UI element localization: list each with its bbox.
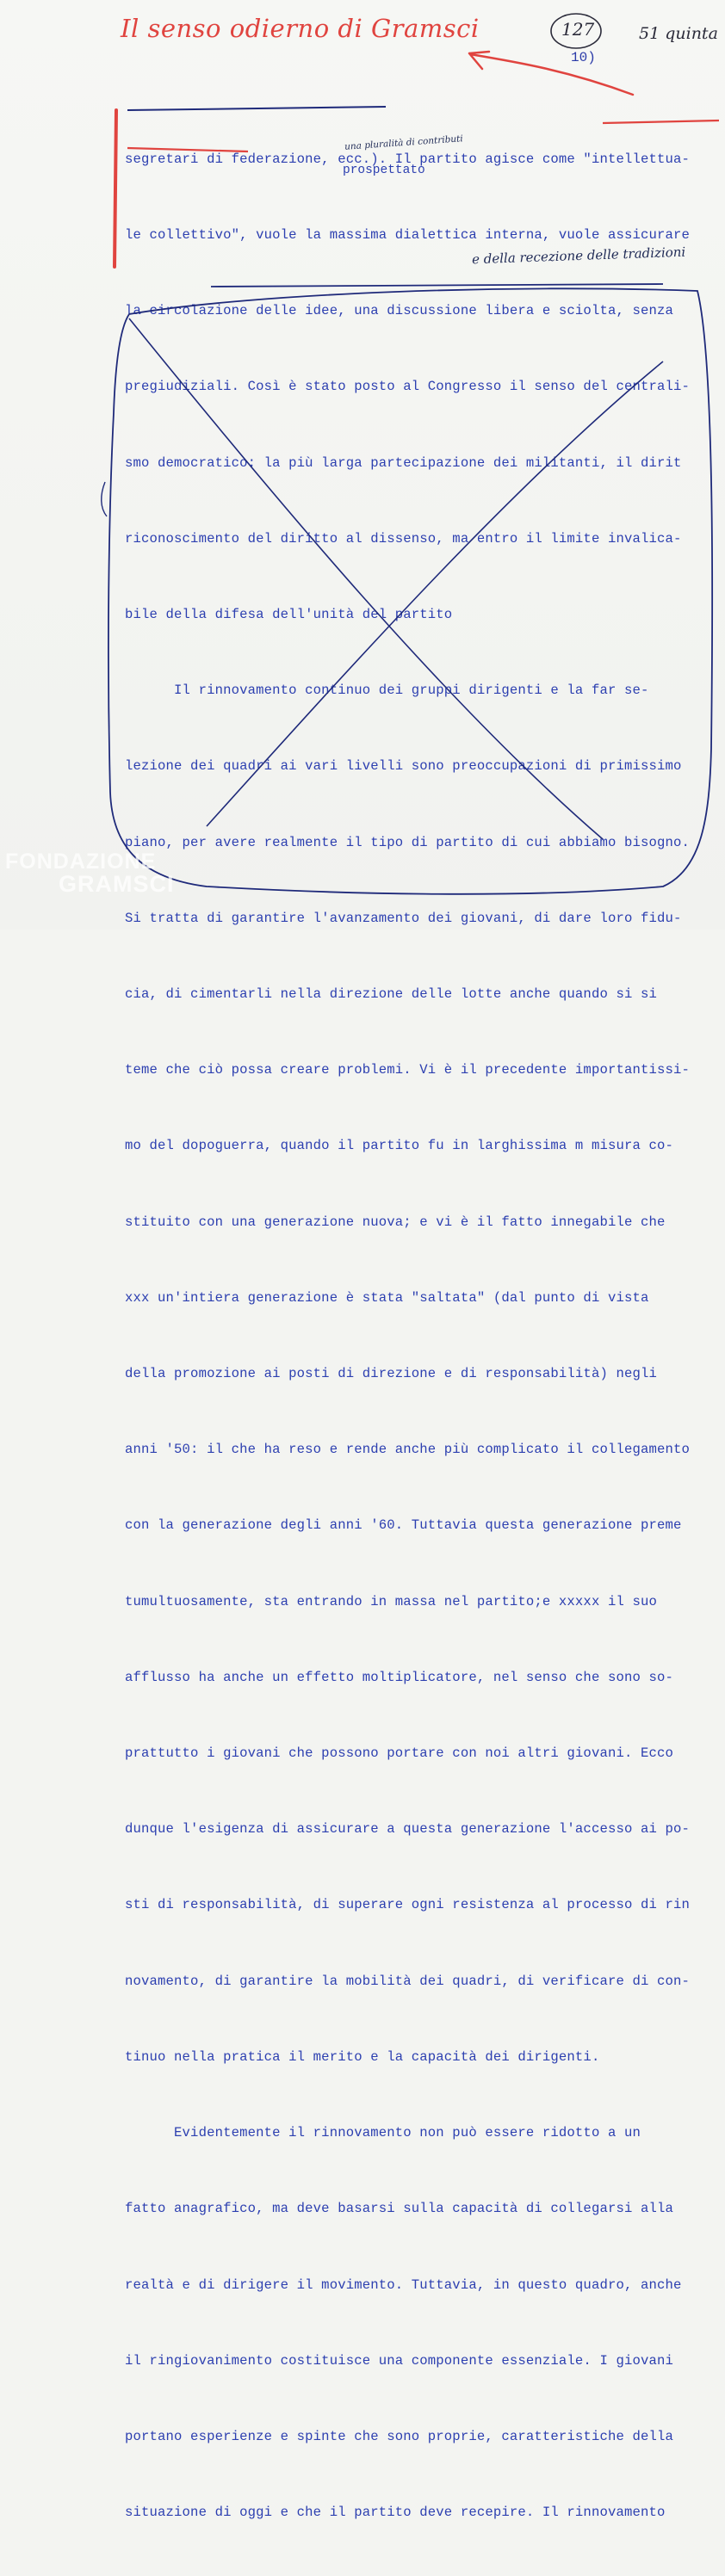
text-line: bile della difesa dell'unità del partito: [125, 607, 453, 623]
text-line: situazione di oggi e che il partito deve recepire. Il rinnovamento: [125, 2505, 666, 2521]
watermark-line-1: FONDAZIONE: [5, 849, 157, 874]
text-line: piano, per avere realmente il tipo di partito di cui abbiamo bisogno.: [125, 834, 691, 850]
text-line: la circolazione delle idee, una discussione libera e sciolta, senza: [125, 303, 674, 319]
strike-rinnovamento: [211, 284, 663, 287]
strike-first-line: [127, 107, 386, 110]
text-line: portano esperienze e spinte che sono proprie, caratteristiche della: [125, 2428, 674, 2444]
handwritten-markings: [0, 0, 725, 930]
text-line: riconoscimento del diritto al dissenso, ma entro il limite invalica-: [125, 530, 682, 547]
watermark-line-2: GRAMSCI: [59, 871, 175, 897]
red-underline-1: [603, 120, 719, 123]
text-line: sti di responsabilità, di superare ogni resistenza al processo di rin: [125, 1897, 691, 1913]
red-underline-2: [127, 148, 248, 151]
text-line: Si tratta di garantire l'avanzamento dei giovani, di dare loro fidu-: [125, 910, 682, 926]
text-line: Il rinnovamento continuo dei gruppi dirigenti e la far se-: [125, 683, 649, 699]
interline-handwritten-note: una pluralità di contributi: [344, 133, 464, 152]
cross-stroke-1: [129, 318, 603, 839]
number-circle: [551, 14, 601, 48]
text-line: le collettivo", vuole la massima dialettica interna, vuole assicurare: [125, 227, 691, 244]
circled-page-number: 127: [561, 19, 595, 40]
left-margin-bracket: [102, 482, 107, 516]
text-line: fatto anagrafico, ma deve basarsi sulla capacità di collegarsi alla: [125, 2201, 674, 2217]
text-line: pregiudiziali. Così è stato posto al Congresso il senso del centrali-: [125, 379, 691, 395]
text-line: stituito con una generazione nuova; e vi è il fatto innegabile che: [125, 1214, 666, 1230]
large-loop-enclosure: [108, 288, 712, 894]
text-line: cia, di cimentarli nella direzione delle lotte anche quando si si: [125, 986, 658, 1003]
text-line: segretari di federazione, ecc.). Il partito agisce come "intellettua-: [125, 151, 691, 167]
text-line: lezione dei quadri ai vari livelli sono preoccupazioni di primissimo: [125, 758, 682, 775]
text-line: prattutto i giovani che possono portare con noi altri giovani. Ecco: [125, 1745, 674, 1762]
red-margin-bar: [115, 110, 116, 267]
text-line: mo del dopoguerra, quando il partito fu in larghissima m misura co-: [125, 1138, 674, 1154]
red-arrow: [469, 52, 633, 95]
text-line: della promozione ai posti di direzione e di responsabilità) negli: [125, 1366, 658, 1382]
text-line: smo democratico: la più larga partecipazione dei militanti, il dirit: [125, 454, 682, 471]
margin-handwritten-addition: e della recezione delle tradizioni: [471, 244, 686, 268]
text-line: realtà e di dirigere il movimento. Tuttavia, in questo quadro, anche: [125, 2276, 682, 2293]
text-line: il ringiovanimento costituisce una componente essenziale. I giovani: [125, 2352, 674, 2369]
typed-page-number: 10): [571, 50, 596, 65]
fondazione-gramsci-watermark: [5, 850, 175, 895]
corner-note: 51 quinta: [639, 24, 718, 43]
inserted-word: prospettato: [343, 164, 425, 177]
text-line: dunque l'esigenza di assicurare a questa generazione l'accesso ai po-: [125, 1821, 691, 1838]
text-line: novamento, di garantire la mobilità dei quadri, di verificare di con-: [125, 1973, 691, 1989]
text-line: con la generazione degli anni '60. Tuttavia questa generazione preme: [125, 1517, 682, 1534]
text-line: afflusso ha anche un effetto moltiplicatore, nel senso che sono so-: [125, 1669, 674, 1685]
text-line: anni '50: il che ha reso e rende anche più complicato il collegamento: [125, 1442, 691, 1458]
text-line: tumultuosamente, sta entrando in massa nel partito;e xxxxx il suo: [125, 1593, 658, 1609]
text-line: tinuo nella pratica il merito e la capacità dei dirigenti.: [125, 2048, 600, 2065]
text-line: teme che ciò possa creare problemi. Vi è il precedente importantissi-: [125, 1062, 691, 1078]
text-line: xxx un'intiera generazione è stata "saltata" (dal punto di vista: [125, 1289, 649, 1306]
handwritten-title: Il senso odierno di Gramsci: [121, 14, 480, 43]
cross-stroke-2: [207, 361, 663, 826]
text-line: Evidentemente il rinnovamento non può essere ridotto a un: [125, 2125, 641, 2141]
